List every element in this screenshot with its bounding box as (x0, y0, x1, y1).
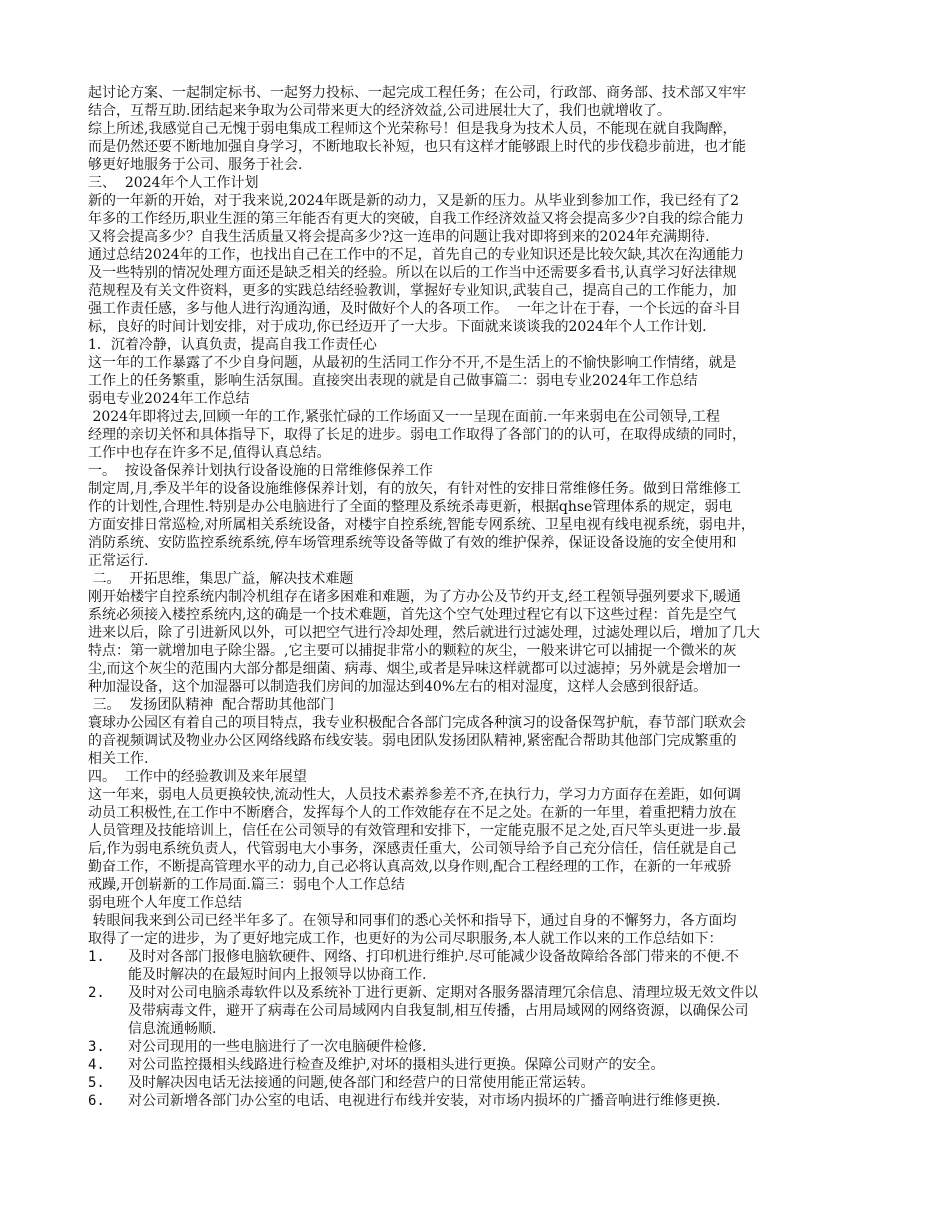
list-item-line: 及时对各部门报修电脑软硬件、网络、打印机进行维护.尽可能减少设备故障给各部门带来的不便.不 (128, 949, 739, 965)
text-line: 通过总结2024年的工作，也找出自己在工作中的不足，首先自己的专业知识还是比较欠缺,其次在沟通能力 (88, 247, 745, 263)
text-line: 刚开始楼宇自控系统内制冷机组存在诸多困难和难题，为了方办公及节约开支,经工程领导强列要求下,暖通 (88, 589, 741, 605)
text-line: 四。 工作中的经验教训及来年展望 (88, 769, 307, 785)
list-item-number: 6. (88, 1093, 105, 1109)
list-item-text (128, 1056, 862, 1074)
text-line: 寰球办公园区有着自己的项目特点，我专业积极配合各部门完成各种演习的设备保驾护航，春节部门联欢会 (88, 715, 746, 731)
text-line: 制定周,月,季及半年的设备设施维修保养计划，有的放矢，有针对性的安排日常维修任务。做到日常维修工 (88, 481, 741, 497)
text-line: 这一年来，弱电人员更换较快,流动性大，人员技术素养参差不齐,在执行力，学习力方面存在差距，如何调 (88, 787, 741, 803)
text-line: 又将会提高多少？自我生活质量又将会提高多少?这一连串的问题让我对即将到来的2024年充满期待. (88, 229, 710, 245)
text-line: 二。 开拓思维，集思广益，解决技术难题 (88, 571, 354, 587)
text-line: 工作上的任务繁重，影响生活氛围。直接突出表现的就是自己做事篇二：弱电专业2024年工作总结 (88, 373, 698, 389)
list-item (88, 948, 862, 984)
text-line: 结合，互帮互助.团结起来争取为公司带来更大的经济效益,公司进展壮大了，我们也就增收了。 (88, 103, 671, 119)
list-item-number: 1. (88, 949, 105, 965)
list-item-text (128, 948, 862, 984)
list-item-number: 3. (88, 1039, 105, 1055)
text-line: 及一些特别的情况处理方面还是缺乏相关的经验。所以在以后的工作当中还需要多看书,认真学习好法律规 (88, 265, 737, 281)
list-item-line: 能及时解决的在最短时间内上报领导以协商工作. (128, 967, 427, 983)
text-line: 而是仍然还要不断地加强自身学习，不断地取长补短，也只有这样才能够跟上时代的步伐稳步前进，也才能 (88, 139, 746, 155)
text-line: 三、 2024年个人工作计划 (88, 175, 259, 191)
text-line: 戒躁,开创崭新的工作局面.篇三：弱电个人工作总结 (88, 877, 405, 893)
list-item-line: 及时对公司电脑杀毒软件以及系统补丁进行更新、定期对各服务器清理冗余信息、清理垃圾无效文件以 (128, 985, 758, 1001)
text-line: 转眼间我来到公司已经半年多了。在领导和同事们的悉心关怀和指导下，通过自身的不懈努力，各方面均 (88, 913, 737, 929)
text-line: 种加湿设备，这个加湿器可以制造我们房间的加湿达到40%左右的相对湿度，这样人会感到很舒适。 (88, 679, 708, 695)
text-line: 综上所述,我感觉自己无愧于弱电集成工程师这个光荣称号！但是我身为技术人员，不能现在就自我陶醉， (88, 121, 737, 137)
text-line: 勤奋工作，不断提高管理水平的动力,自己必将认真高效,以身作则,配合工程经理的工作，在新的一年戒骄 (88, 859, 732, 875)
document-body (88, 84, 862, 948)
text-line: 尘,而这个灰尘的范围内大部分都是细菌、病毒、烟尘,或者是异味这样就都可以过滤掉；另外就是会增加一 (88, 661, 741, 677)
text-line: 进来以后，除了引进新风以外，可以把空气进行冷却处理，然后就进行过滤处理，过滤处理以后，增加了几大 (88, 625, 760, 641)
text-line: 标，良好的时间计划安排，对于成功,你已经迈开了一大步。下面就来谈谈我的2024年个人工作计划. (88, 319, 707, 335)
text-line: 后,作为弱电系统负责人，代管弱电大小事务，深感责任重大，公司领导给予自己充分信任，信任就是自己 (88, 841, 737, 857)
list-item-number: 2. (88, 985, 105, 1001)
text-line: 相关工作. (88, 751, 149, 767)
text-line: 三。 发扬团队精神 配合帮助其他部门 (88, 697, 335, 713)
text-line: 强工作责任感，多与他人进行沟通沟通，及时做好个人的各项工作。 一年之计在于春，一个长远的奋斗目 (88, 301, 741, 317)
text-line: 人员管理及技能培训上，信任在公司领导的有效管理和安排下，一定能克服不足之处,百尺竿头更进一步.最 (88, 823, 741, 839)
text-line: 方面安排日常巡检,对所属相关系统设备，对楼宇自控系统,智能专网系统、卫星电视有线电视系统，弱电井， (88, 517, 755, 533)
list-item-line: 信息流通畅顺. (128, 1021, 217, 1037)
text-line: 的音视频调试及物业办公区网络线路布线安装。弱电团队发扬团队精神,紧密配合帮助其他部门完成繁重的 (88, 733, 737, 749)
list-item-text (128, 1038, 862, 1056)
text-line: 够更好地服务于公司、服务于社会. (88, 157, 303, 173)
text-line: 工作中也存在许多不足,值得认真总结。 (88, 445, 331, 461)
text-line: 2024年即将过去,回顾一年的工作,紧张忙碌的工作场面又一一呈现在面前.一年来弱电在公司领导,工程 (88, 409, 720, 425)
list-item (88, 984, 862, 1038)
text-line: 系统必须接入楼控系统内,这的确是一个技术难题，首先这个空气处理过程它有以下这些过程：首先是空气 (88, 607, 737, 623)
text-line: 这一年的工作暴露了不少自身问题，从最初的生活同工作分不开,不是生活上的不愉快影响工作情绪，就是 (88, 355, 737, 371)
text-line: 特点：第一就增加电子除尘器。,它主要可以捕捉非常小的颗粒的灰尘，一般来讲它可以捕捉一个微米的灰 (88, 643, 737, 659)
list-item-number: 4. (88, 1057, 105, 1073)
text-line: 动员工积极性,在工作中不断磨合，发挥每个人的工作效能存在不足之处。在新的一年里，着重把精力放在 (88, 805, 737, 821)
list-item-number: 5. (88, 1075, 105, 1091)
text-line: 起讨论方案、一起制定标书、一起努力投标、一起完成工程任务；在公司，行政部、商务部、技术部又牢牢 (88, 85, 746, 101)
text-line: 消防系统、安防监控系统系统,停车场管理系统等设备等做了有效的维护保养，保证设备设施的安全使用和 (88, 535, 737, 551)
list-item-line: 及带病毒文件，避开了病毒在公司局域网内自我复制,相互传播，占用局域网的网络资源，以确保公司 (128, 1003, 749, 1019)
list-item-text (128, 1074, 862, 1092)
list-item-text (128, 1092, 862, 1110)
numbered-list (88, 948, 862, 1110)
text-line: 作的计划性,合理性.特别是办公电脑进行了全面的整理及系统杀毒更新，根据qhse管理体系的规定，弱电 (88, 499, 733, 515)
list-item-line: 对公司现用的一些电脑进行了一次电脑硬件检修. (128, 1039, 427, 1055)
list-item-text (128, 984, 862, 1038)
list-item-line: 及时解决因电话无法接通的问题,使各部门和经营户的日常使用能正常运转。 (128, 1075, 595, 1091)
list-item (88, 1074, 862, 1092)
text-line: 一。 按设备保养计划执行设备设施的日常维修保养工作 (88, 463, 433, 479)
list-item (88, 1056, 862, 1074)
list-item-line: 对公司新增各部门办公室的电话、电视进行布线并安装，对市场内损坏的广播音响进行维修更换. (128, 1093, 721, 1109)
list-item (88, 1092, 862, 1110)
text-line: 经理的亲切关怀和具体指导下，取得了长足的进步。弱电工作取得了各部门的的认可，在取得成绩的同时， (88, 427, 746, 443)
text-line: 弱电班个人年度工作总结 (88, 895, 242, 911)
text-line: 范规程及有关文件资料，更多的实践总结经验教训，掌握好专业知识,武装自己，提高自己的工作能力，加 (88, 283, 737, 299)
text-line: 取得了一定的进步，为了更好地完成工作，也更好的为公司尽职服务,本人就工作以来的工作总结如下： (88, 931, 723, 947)
text-line: 1．沉着冷静，认真负责，提高自我工作责任心 (88, 337, 377, 353)
text-line: 弱电专业2024年工作总结 (88, 391, 250, 407)
list-item-line: 对公司监控摄相头线路进行检查及维护,对坏的摄相头进行更换。保障公司财产的安全。 (128, 1057, 665, 1073)
text-line: 新的一年新的开始，对于我来说,2024年既是新的动力，又是新的压力。从毕业到参加工作，我已经有了2 (88, 193, 739, 209)
text-line: 年多的工作经历,职业生涯的第三年能否有更大的突破，自我工作经济效益又将会提高多少?自我的综合能力 (88, 211, 744, 227)
text-line: 正常运行. (88, 553, 149, 569)
list-item (88, 1038, 862, 1056)
